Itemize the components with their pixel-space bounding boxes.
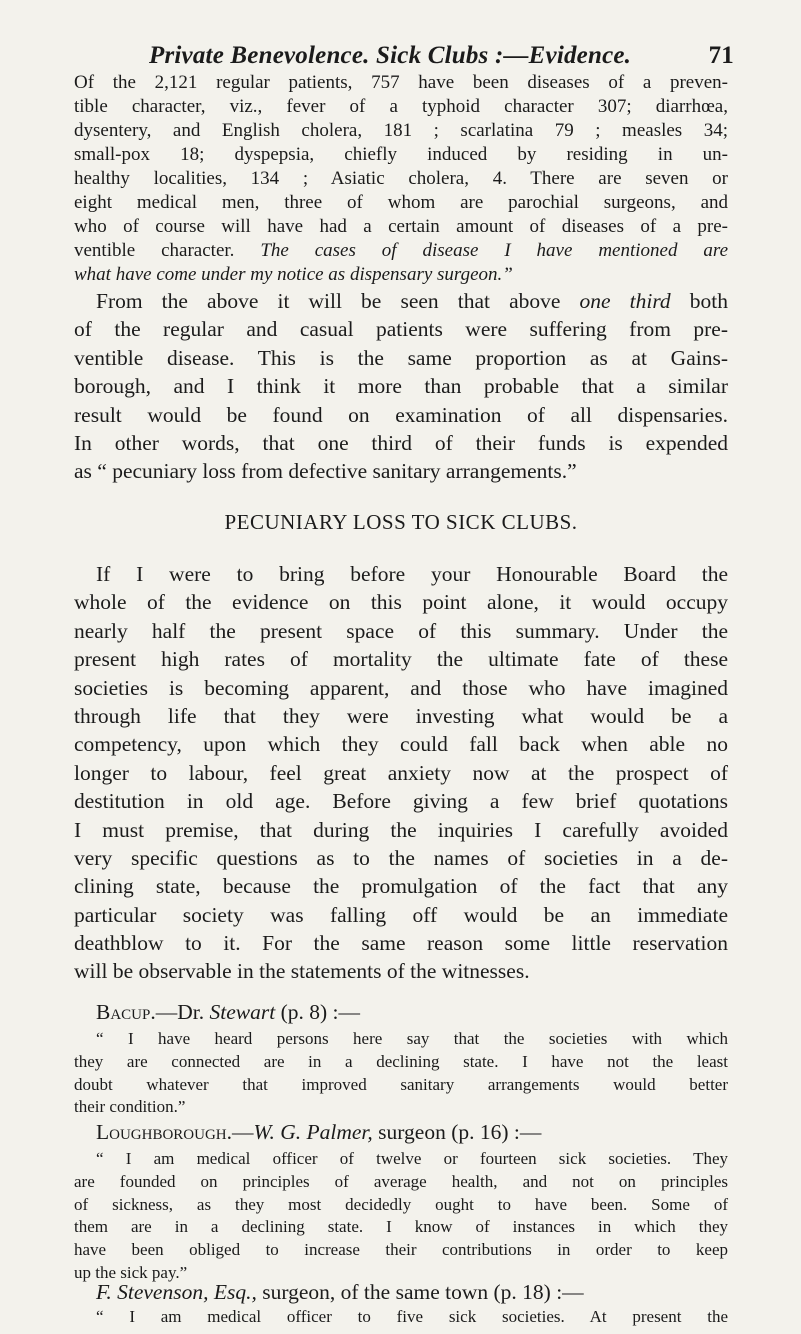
paragraph-pecuniary-loss (74, 560, 728, 986)
text-line (74, 1278, 728, 1306)
text-line: deathblow to it. For the same reason some little reservation (74, 931, 728, 956)
text-line: ventible disease. This is the same proportion as at Gains- (74, 345, 728, 370)
evidence-bacup-heading (74, 998, 728, 1026)
text-line: as “ pecuniary loss from defective sanitary arrangements.” (74, 459, 577, 484)
text-line: healthy localities, 134 ; Asiatic cholera, 4. There are seven or (74, 168, 728, 189)
witness-title: Esq., (208, 1280, 257, 1304)
text-line: will be observable in the statements of the witnesses. (74, 959, 530, 984)
italic-segment: one third (579, 289, 671, 313)
text-line: what have come under my notice as dispensary surgeon.” (74, 264, 513, 285)
text-line: particular society was falling off would be an immediate (74, 902, 728, 927)
text-line: small-pox 18; dyspepsia, chiefly induced by residing in un- (74, 144, 728, 165)
text-line: their condition.” (74, 1097, 186, 1117)
paragraph-quotation-continued (74, 71, 728, 287)
paragraph-preventible-disease (74, 287, 728, 486)
text-line: If I were to bring before your Honourable Board the (96, 562, 728, 586)
evidence-stevenson-quote (74, 1306, 728, 1329)
text-line: whole of the evidence on this point alone, it would occupy (74, 590, 728, 615)
text-line (74, 287, 728, 315)
evidence-bacup-quote (74, 1028, 728, 1119)
evidence-loughborough-quote (74, 1148, 728, 1285)
text-segment: From the above it will be seen that above (96, 289, 580, 313)
text-line (74, 1118, 728, 1146)
text-segment: —Dr. (155, 1000, 210, 1024)
text-line: of sickness, as they most decidedly ought to have been. Some of (74, 1194, 728, 1214)
text-segment: both (670, 289, 728, 313)
text-line: result would be found on examination of all dispensaries. (74, 402, 728, 427)
italic-segment: The cases of disease I have mentioned are (260, 240, 728, 261)
text-line: societies is becoming apparent, and those who have imagined (74, 675, 728, 700)
running-title: Private Benevolence. Sick Clubs :—Evidence. (149, 42, 632, 69)
text-line: “ I am medical officer of twelve or fourteen sick societies. They (96, 1149, 728, 1168)
text-line: doubt whatever that improved sanitary arrangements would better (74, 1074, 728, 1094)
text-line: tible character, viz., fever of a typhoid character 307; diarrhœa, (74, 96, 728, 117)
text-line: present high rates of mortality the ultimate fate of these (74, 647, 728, 672)
text-line: In other words, that one third of their funds is expended (74, 430, 728, 455)
page-number: 71 (708, 42, 734, 69)
text-line: “ I am medical officer to five sick societies. At present the (96, 1307, 728, 1326)
text-line: are founded on principles of average health, and not on principles (74, 1171, 728, 1191)
text-line: borough, and I think it more than probable that a similar (74, 374, 728, 399)
text-line: Of the 2,121 regular patients, 757 have been diseases of a preven- (74, 72, 728, 93)
witness-name: Stewart (209, 1000, 276, 1024)
text-segment: — (232, 1120, 254, 1144)
section-heading: PECUNIARY LOSS TO SICK CLUBS. (224, 510, 578, 534)
text-line: “ I have heard persons here say that the societies with which (96, 1029, 728, 1048)
text-line: dysentery, and English cholera, 181 ; scarlatina 79 ; measles 34; (74, 120, 728, 141)
text-line: longer to labour, feel great anxiety now at the prospect of (74, 760, 728, 785)
text-line: destitution in old age. Before giving a few brief quotations (74, 789, 728, 814)
text-line: have been obliged to increase their contributions in order to keep (74, 1240, 728, 1260)
text-line: I must premise, that during the inquiries I carefully avoided (74, 817, 728, 842)
text-segment: surgeon (p. 16) :— (372, 1120, 542, 1144)
text-line: competency, upon which they could fall back when able no (74, 732, 728, 757)
text-segment: (p. 8) :— (275, 1000, 360, 1024)
text-line: they are connected are in a declining state. I have not the least (74, 1051, 728, 1071)
text-line: clining state, because the promulgation of the fact that any (74, 874, 728, 899)
text-line: who of course will have had a certain amount of diseases of a pre- (74, 216, 728, 237)
evidence-stevenson-heading (74, 1278, 728, 1306)
text-line: eight medical men, three of whom are parochial surgeons, and (74, 192, 728, 213)
place-name: Loughborough. (96, 1120, 233, 1144)
text-segment: ventible character. (74, 240, 261, 261)
text-line: very specific questions as to the names of societies in a de- (74, 845, 728, 870)
text-line (74, 998, 728, 1026)
place-name: Bacup. (96, 1000, 156, 1024)
text-line: them are in a declining state. I know of instances in which they (74, 1217, 728, 1237)
text-line: up the sick pay.” (74, 1262, 188, 1282)
witness-name: F. Stevenson, (96, 1280, 209, 1304)
text-line (74, 239, 728, 263)
text-line: through life that they were investing what would be a (74, 703, 728, 728)
witness-name: W. G. Palmer, (253, 1120, 373, 1144)
evidence-loughborough-heading (74, 1118, 728, 1146)
text-segment: surgeon, of the same town (p. 18) :— (256, 1280, 584, 1304)
text-line: nearly half the present space of this summary. Under the (74, 618, 728, 643)
text-line: of the regular and casual patients were suffering from pre- (74, 317, 728, 342)
